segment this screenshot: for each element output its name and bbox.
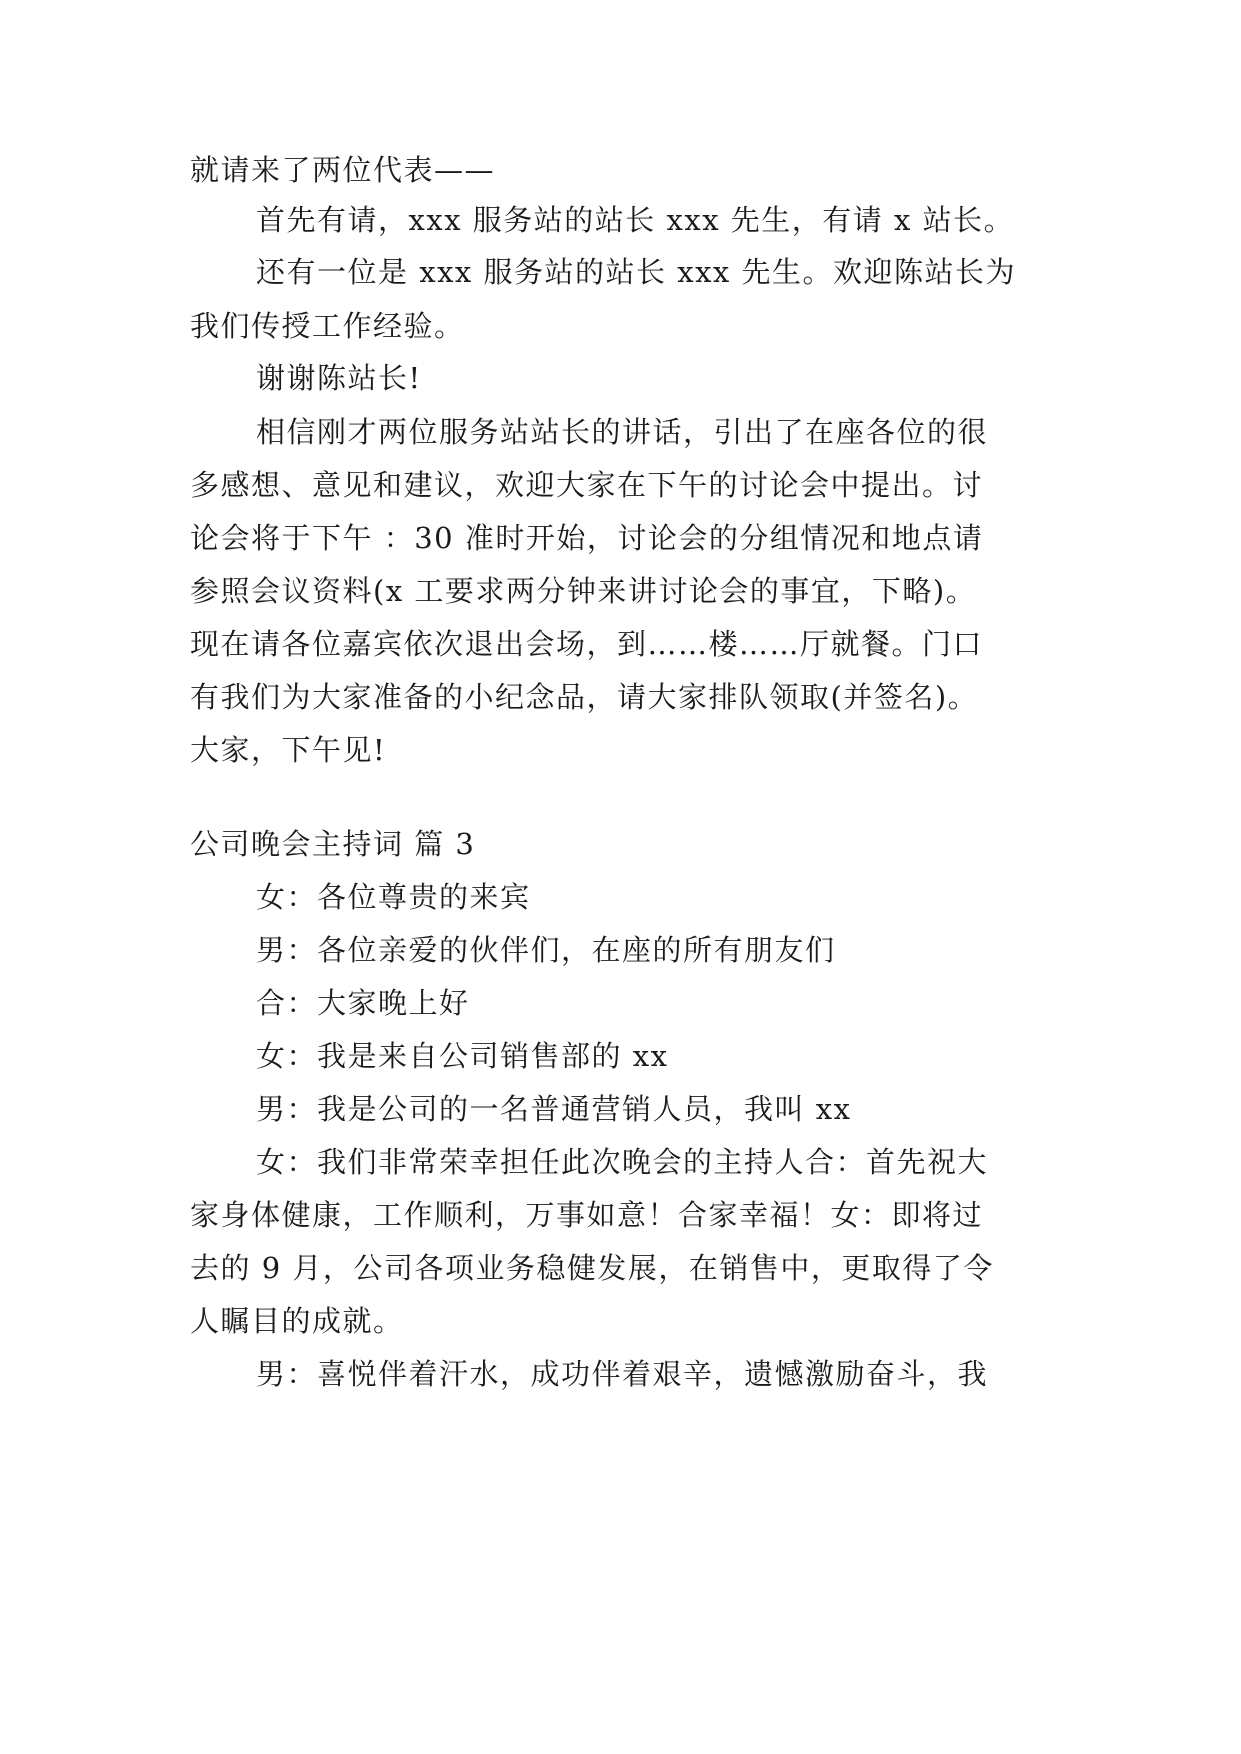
paragraph-line: 相信刚才两位服务站站长的讲话，引出了在座各位的很 [256, 415, 989, 449]
paragraph-line: 谢谢陈站长! [256, 361, 422, 395]
dialogue-line: 人瞩目的成就。 [190, 1304, 404, 1338]
dialogue-line: 女：各位尊贵的来宾 [256, 880, 531, 914]
paragraph-line: 还有一位是 xxx 服务站的站长 xxx 先生。欢迎陈站长为 [256, 255, 1017, 289]
dialogue-line: 家身体健康，工作顺利，万事如意！合家幸福！女：即将过 [190, 1198, 984, 1232]
paragraph-line: 论会将于下午 ：30 准时开始，讨论会的分组情况和地点请 [190, 521, 984, 555]
paragraph-line: 现在请各位嘉宾依次退出会场，到……楼……厅就餐。门口 [190, 627, 984, 661]
dialogue-line: 女：我是来自公司销售部的 xx [256, 1039, 669, 1073]
dialogue-line: 去的 9 月，公司各项业务稳健发展，在销售中，更取得了令 [190, 1251, 994, 1285]
dialogue-line: 男：喜悦伴着汗水，成功伴着艰辛，遗憾激励奋斗，我 [256, 1357, 989, 1391]
dialogue-line: 男：我是公司的一名普通营销人员，我叫 xx [256, 1092, 852, 1126]
paragraph-line: 参照会议资料(x 工要求两分钟来讲讨论会的事宜，下略)。 [190, 574, 977, 608]
paragraph-line: 有我们为大家准备的小纪念品，请大家排队领取(并签名)。 [190, 680, 979, 714]
paragraph-line: 多感想、意见和建议，欢迎大家在下午的讨论会中提出。讨 [190, 468, 984, 502]
dialogue-line: 男：各位亲爱的伙伴们，在座的所有朋友们 [256, 933, 836, 967]
dialogue-line: 合：大家晚上好 [256, 986, 470, 1020]
dialogue-line: 女：我们非常荣幸担任此次晚会的主持人合：首先祝大 [256, 1145, 989, 1179]
paragraph-line: 首先有请，xxx 服务站的站长 xxx 先生，有请 x 站长。 [256, 203, 1015, 237]
paragraph-line: 我们传授工作经验。 [190, 309, 465, 343]
paragraph-line: 大家，下午见! [190, 733, 387, 767]
paragraph-line: 就请来了两位代表—— [190, 153, 496, 187]
section-heading: 公司晚会主持词 篇 3 [190, 827, 476, 861]
